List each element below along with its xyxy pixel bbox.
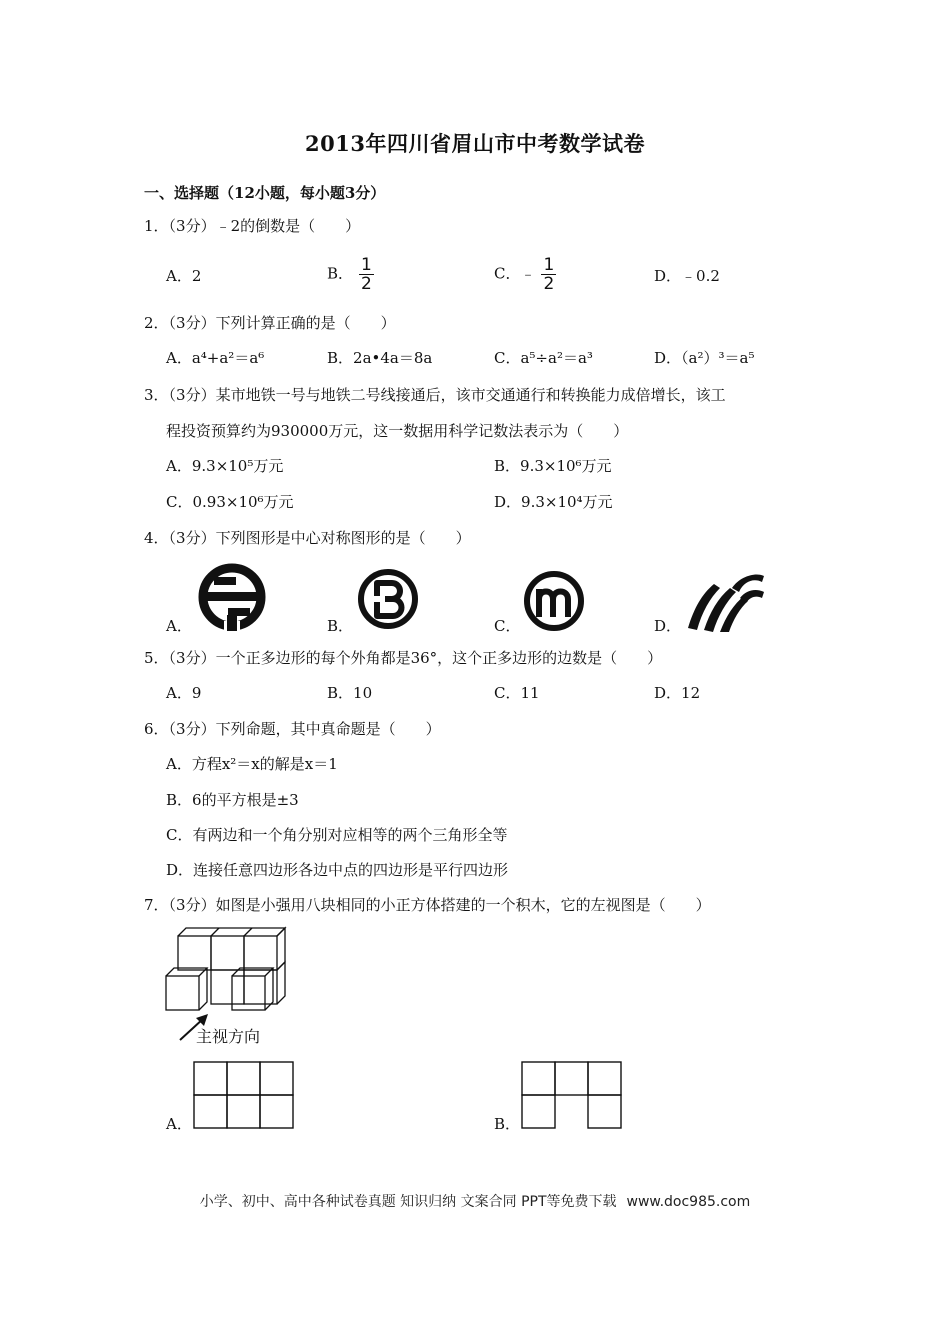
q1-option-c <box>494 256 556 293</box>
q1-option-a: A．2 <box>166 267 202 285</box>
q2-option-c: C．a⁵÷a²＝a³ <box>494 349 593 367</box>
footer-link[interactable]: www.doc985.com <box>626 1194 751 1210</box>
page-title: 2013年四川省眉山市中考数学试卷 <box>305 131 645 156</box>
q1-option-c-fraction <box>541 256 556 293</box>
q4-option-b: B． <box>327 617 354 635</box>
question-7-stem: 7．（3分）如图是小强用八块相同的小正方体搭建的一个积木，它的左视图是（ ） <box>144 896 711 914</box>
q3-option-a: A．9.3×10⁵万元 <box>166 457 284 475</box>
question-1-stem: 1．（3分）﹣2的倒数是（ ） <box>144 217 361 235</box>
view-direction-label: 主视方向 <box>196 1027 261 1046</box>
q5-option-c: C．11 <box>494 684 540 702</box>
q5-option-d: D．12 <box>654 684 701 702</box>
q3-option-b: B．9.3×10⁶万元 <box>494 457 612 475</box>
logo-c-icon <box>522 569 586 633</box>
q7-option-a-grid <box>193 1061 295 1129</box>
q5-option-a: A．9 <box>166 684 202 702</box>
q6-option-d: D．连接任意四边形各边中点的四边形是平行四边形 <box>166 861 509 879</box>
q2-option-b: B．2a•4a＝8a <box>327 349 433 367</box>
q6-option-b: B．6的平方根是±3 <box>166 791 299 809</box>
q3-option-d: D．9.3×10⁴万元 <box>494 493 613 511</box>
q2-option-a: A．a⁴+a²＝a⁶ <box>166 349 265 367</box>
question-3-stem-line2: 程投资预算约为930000万元，这一数据用科学记数法表示为（ ） <box>166 422 629 440</box>
page-footer <box>0 1191 950 1211</box>
question-4-stem: 4．（3分）下列图形是中心对称图形的是（ ） <box>144 529 471 547</box>
fraction-denominator: 2 <box>543 274 555 294</box>
footer-text: 小学、初中、高中各种试卷真题 知识归纳 文案合同 PPT等免费下载 <box>199 1194 617 1210</box>
q5-option-b: B．10 <box>327 684 373 702</box>
q1-option-b <box>327 256 374 293</box>
q6-option-c: C．有两边和一个角分别对应相等的两个三角形全等 <box>166 826 508 844</box>
q6-option-a: A．方程x²＝x的解是x＝1 <box>166 755 338 773</box>
q7-option-b-grid <box>521 1061 623 1129</box>
q1-option-b-fraction <box>359 256 374 293</box>
section-heading: 一、选择题（12小题，每小题3分） <box>144 184 386 202</box>
logo-b-icon <box>356 566 420 632</box>
fraction-denominator: 2 <box>361 274 372 294</box>
logo-d-icon <box>684 568 766 634</box>
question-3-stem-line1: 3．（3分）某市地铁一号与地铁二号线接通后，该市交通通行和转换能力成倍增长，该工 <box>144 386 726 404</box>
fraction-numerator: 1 <box>361 255 372 275</box>
q2-option-d: D．（a²）³＝a⁵ <box>654 349 755 367</box>
fraction-numerator: 1 <box>543 255 555 275</box>
q4-option-d: D． <box>654 617 682 635</box>
q7-option-a: A． <box>166 1115 192 1133</box>
q1-option-c-label: C．﹣ <box>494 264 536 283</box>
q3-option-c: C．0.93×10⁶万元 <box>166 493 294 511</box>
question-6-stem: 6．（3分）下列命题，其中真命题是（ ） <box>144 720 441 738</box>
q7-option-b: B． <box>494 1115 521 1133</box>
question-2-stem: 2．（3分）下列计算正确的是（ ） <box>144 314 396 332</box>
q4-option-a: A． <box>166 617 192 635</box>
q1-option-b-label: B． <box>327 264 354 283</box>
question-5-stem: 5．（3分）一个正多边形的每个外角都是36°，这个正多边形的边数是（ ） <box>144 649 663 667</box>
q1-option-d: D．﹣0.2 <box>654 267 720 285</box>
logo-a-icon <box>196 561 268 633</box>
q4-option-c: C． <box>494 617 521 635</box>
